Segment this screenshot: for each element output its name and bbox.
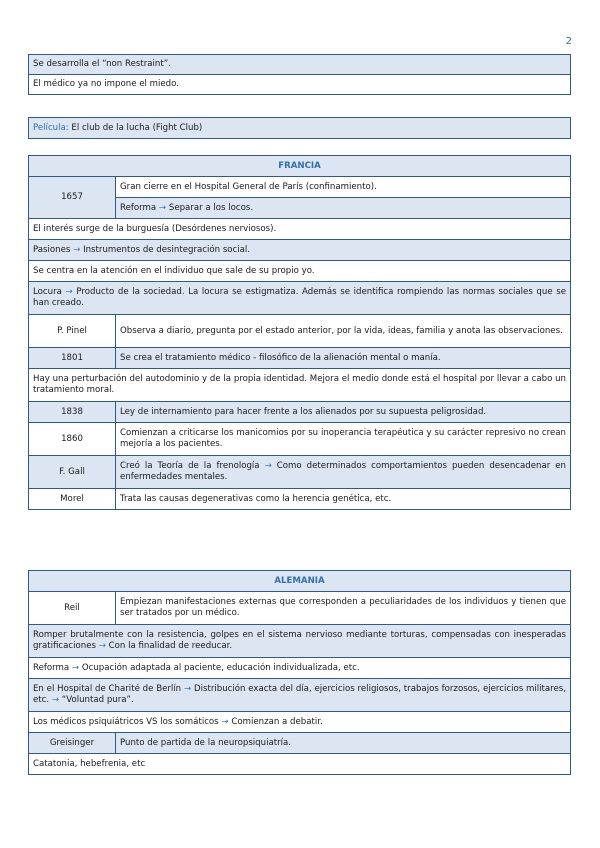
francia-header: FRANCIA <box>29 156 571 177</box>
romper-text-a: Romper brutalmente con la resistencia, golpes en el sistema nervioso mediante torturas, compensadas con inesperadas gratificaciones <box>33 630 566 651</box>
alemania-table <box>28 570 571 775</box>
reil-value: Empiezan manifestaciones externas que corresponden a peculiaridades de los individuos y tienen que ser tratados por un médico. <box>116 592 571 625</box>
intro-table <box>28 54 571 95</box>
page-number: 2 <box>565 36 572 47</box>
locura-row <box>29 282 571 315</box>
year-1801: 1801 <box>29 348 116 369</box>
gall-text-a: Creó la Teoría de la frenología <box>120 461 260 471</box>
pasiones-label: Pasiones <box>33 244 71 255</box>
reforma-text: Ocupación adaptada al paciente, educación individualizada, etc. <box>81 662 360 673</box>
charite-row <box>29 679 571 712</box>
arrow-right-icon: → <box>73 244 81 255</box>
pinel-key: P. Pinel <box>29 315 116 348</box>
intro-row: El médico ya no impone el miedo. <box>29 75 571 95</box>
film-row <box>29 118 571 139</box>
reil-key: Reil <box>29 592 116 625</box>
row-1657-b <box>116 198 571 219</box>
reforma-label: Reforma <box>33 662 70 673</box>
film-title: El club de la lucha (Fight Club) <box>71 122 203 133</box>
romper-text-b: Con la finalidad de reeducar. <box>108 641 233 651</box>
row-1657-a: Gran cierre en el Hospital General de París (confinamiento). <box>116 177 571 198</box>
pasiones-text: Instrumentos de desintegración social. <box>83 244 251 255</box>
arrow-right-icon: → <box>221 716 229 727</box>
arrow-right-icon: → <box>98 641 106 651</box>
morel-value: Trata las causas degenerativas como la herencia genética, etc. <box>116 489 571 510</box>
film-table <box>28 117 571 139</box>
pinel-value: Observa a diario, pregunta por el estado anterior, por la vida, ideas, familia y anota las observaciones. <box>116 315 571 348</box>
greisinger-key: Greisinger <box>29 733 116 754</box>
separar-text: Separar a los locos. <box>168 202 254 213</box>
arrow-right-icon: → <box>158 202 167 213</box>
catatonia-row: Catatonia, hebefrenia, etc <box>29 754 571 775</box>
year-1860: 1860 <box>29 423 116 456</box>
arrow-right-icon: → <box>183 684 192 694</box>
medicos-text-a: Los médicos psiquiátricos VS los somáticos <box>33 716 219 727</box>
arrow-right-icon: → <box>65 287 73 297</box>
centra-row: Se centra en la atención en el individuo que sale de su propio yo. <box>29 261 571 282</box>
greisinger-value: Punto de partida de la neuropsiquiatría. <box>116 733 571 754</box>
charite-text-b: Distribución exacta del día, ejercicios religiosos, trabajos forzosos, ejercicios militares, etc. <box>33 684 567 705</box>
year-1657: 1657 <box>29 177 116 219</box>
perturb-row: Hay una perturbación del autodominio y de la propia identidad. Mejora el medio donde está el hospital por llevar a cabo un tratamiento moral. <box>29 369 571 402</box>
locura-text: Producto de la sociedad. La locura se estigmatiza. Además se identifica rompiendo las normas sociales que se han creado. <box>33 287 567 308</box>
charite-text-a: En el Hospital de Charité de Berlín <box>33 684 182 694</box>
arrow-right-icon: → <box>51 695 60 705</box>
romper-row <box>29 625 571 658</box>
gall-key: F. Gall <box>29 456 116 489</box>
year-1838: 1838 <box>29 402 116 423</box>
gall-value <box>116 456 571 489</box>
charite-text-c: “Voluntad pura”. <box>61 695 134 705</box>
arrow-right-icon: → <box>71 662 80 673</box>
alemania-header: ALEMANIA <box>29 571 571 592</box>
intro-row: Se desarrolla el “non Restraint”. <box>29 55 571 75</box>
reforma-row <box>29 658 571 679</box>
film-label: Película: <box>33 122 69 133</box>
row-1860: Comienzan a criticarse los manicomios por su inoperancia terapéutica y su carácter represivo no crean mejoría a los pacientes. <box>116 423 571 456</box>
medicos-text-b: Comienzan a debatir. <box>231 716 323 727</box>
reforma-text: Reforma <box>120 202 157 213</box>
gall-text-b: Como determinados comportamientos pueden desencadenar en enfermedades mentales. <box>120 461 566 482</box>
row-1838: Ley de internamiento para hacer frente a los alienados por su supuesta peligrosidad. <box>116 402 571 423</box>
row-1801: Se crea el tratamiento médico - filosófico de la alienación mental o manía. <box>116 348 571 369</box>
locura-label: Locura <box>33 287 62 297</box>
medicos-row <box>29 712 571 733</box>
pasiones-row <box>29 240 571 261</box>
interes-row: El interés surge de la burguesía (Desórdenes nerviosos). <box>29 219 571 240</box>
francia-table <box>28 155 571 510</box>
morel-key: Morel <box>29 489 116 510</box>
arrow-right-icon: → <box>264 461 272 471</box>
